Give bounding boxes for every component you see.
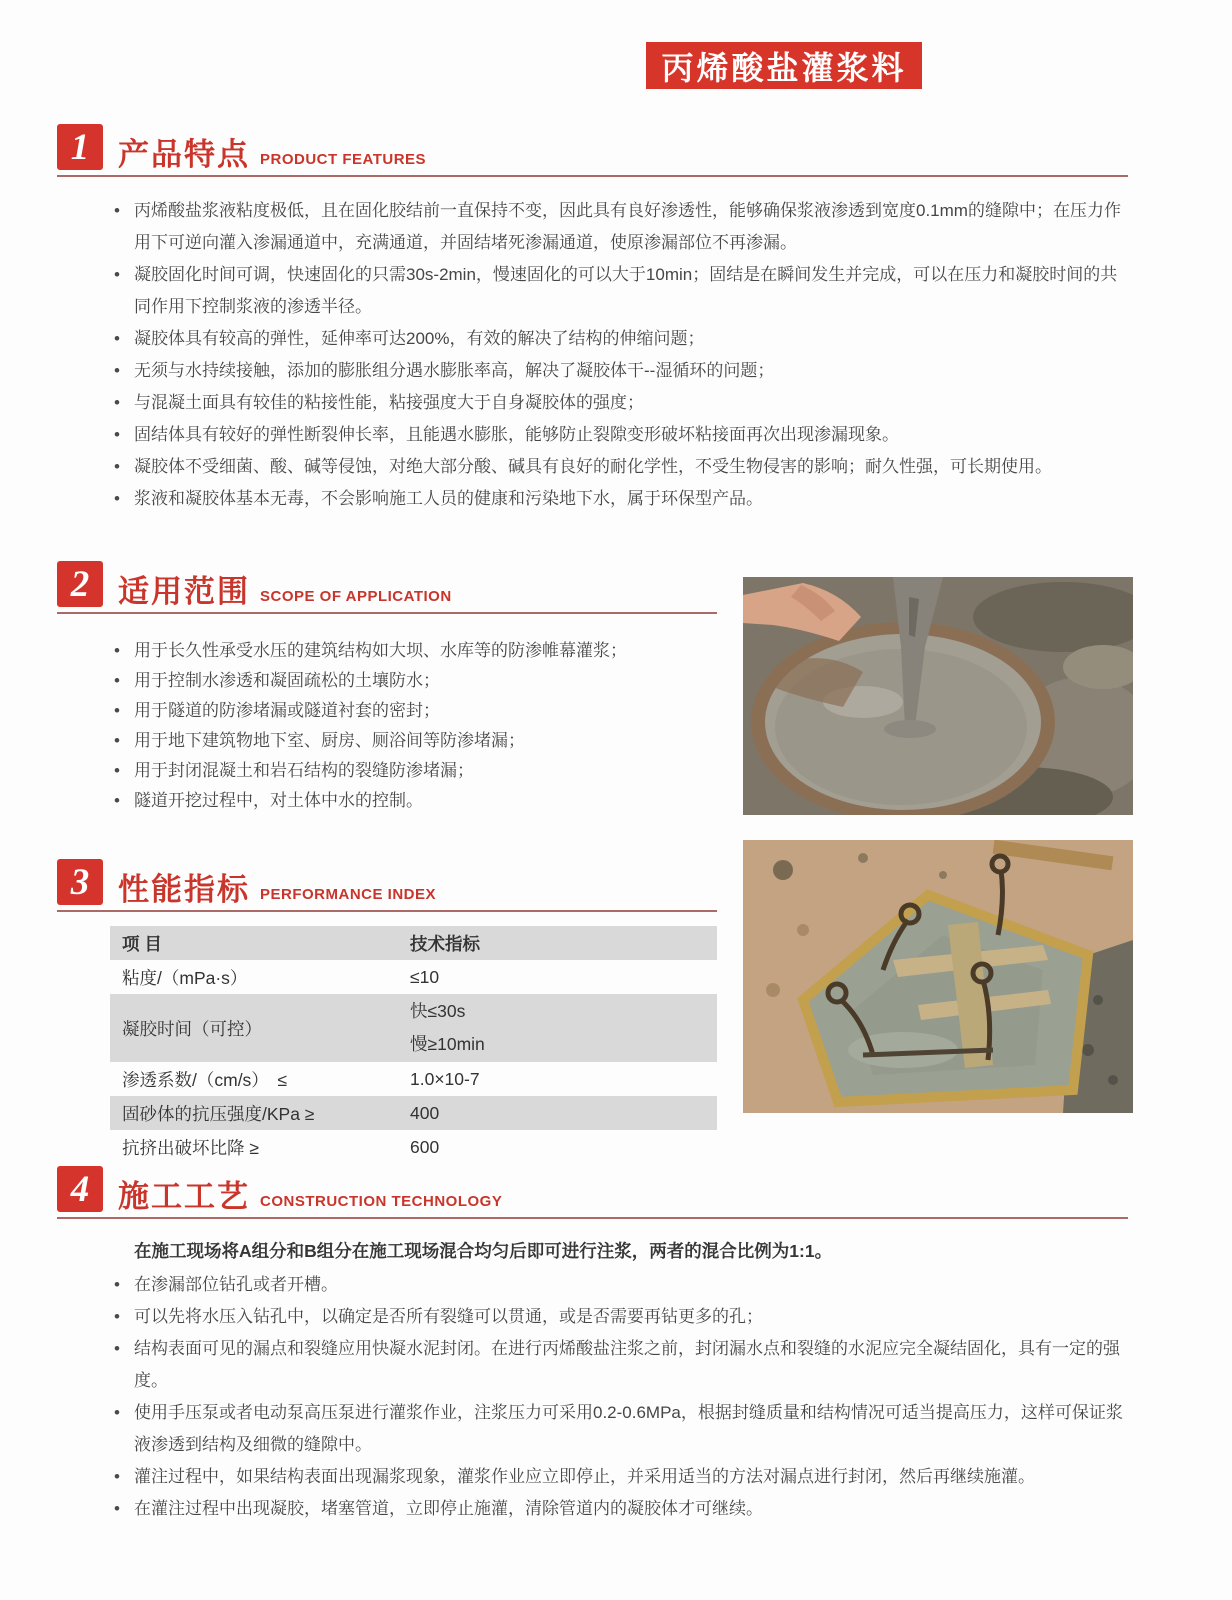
section-number-badge: 3 [57, 859, 103, 905]
table-row [110, 960, 717, 994]
table-row [110, 994, 717, 1062]
table-header-row [110, 926, 717, 960]
section-title: 施工工艺 [118, 1179, 250, 1214]
section-title: 性能指标 [118, 872, 250, 907]
spec-name: 固砂体的抗压强度/KPa ≥ [122, 1103, 315, 1124]
spec-value-line: 慢≥10min [410, 1034, 485, 1054]
application-list [110, 636, 717, 816]
section-construction-technology [57, 1166, 1128, 1525]
list-item: • 可以先将水压入钻孔中，以确定是否所有裂缝可以贯通，或是否需要再钻更多的孔； [110, 1301, 1128, 1333]
spec-value: ≤10 [410, 966, 440, 987]
section-title: 适用范围 [118, 574, 250, 609]
column-header-item: 项 目 [122, 933, 162, 954]
section-header [57, 859, 717, 912]
section-number-badge: 4 [57, 1166, 103, 1212]
section-number-badge: 2 [57, 561, 103, 607]
spec-value-line: 快≤30s [410, 1001, 466, 1021]
spec-value: 1.0×10-7 [410, 1068, 480, 1089]
formwork-grouting-photo [743, 840, 1133, 1113]
list-item: • 使用手压泵或者电动泵高压泵进行灌浆作业，注浆压力可采用0.2-0.6MPa，根据封缝质量和结构情况可适当提高压力，这样可保证浆液渗透到结构及细微的缝隙中。 [110, 1397, 1128, 1461]
section-subtitle: PRODUCT FEATURES [260, 151, 427, 168]
slurry-mixing-photo [743, 577, 1133, 815]
section-header [57, 124, 1128, 177]
mixing-instruction: 在施工现场将A组分和B组分在施工现场混合均匀后即可进行注浆，两者的混合比例为1:1。 [134, 1241, 833, 1261]
product-title-banner [646, 42, 922, 89]
spec-value: 600 [410, 1136, 440, 1157]
section-header [57, 1166, 1128, 1219]
spec-value [410, 995, 717, 1061]
section-scope-of-application [57, 561, 717, 816]
table-row [110, 1062, 717, 1096]
table-row [110, 1130, 717, 1164]
list-item: • 凝胶体不受细菌、酸、碱等侵蚀，对绝大部分酸、碱具有良好的耐化学性，不受生物侵害的影响；耐久性强，可长期使用。 [110, 451, 1128, 483]
list-item: • 浆液和凝胶体基本无毒，不会影响施工人员的健康和污染地下水，属于环保型产品。 [110, 483, 1128, 515]
list-item: • 隧道开挖过程中，对土体中水的控制。 [110, 786, 717, 816]
list-item: • 用于地下建筑物地下室、厨房、厕浴间等防渗堵漏； [110, 726, 717, 756]
list-item: • 无须与水持续接触，添加的膨胀组分遇水膨胀率高，解决了凝胶体干--湿循环的问题； [110, 355, 1128, 387]
list-item: • 丙烯酸盐浆液粘度极低，且在固化胶结前一直保持不变，因此具有良好渗透性，能够确保浆液渗透到宽度0.1mm的缝隙中；在压力作用下可逆向灌入渗漏通道中，充满通道，并固结堵死渗漏通道，使原渗漏部位不再渗漏。 [110, 195, 1128, 259]
list-item: • 用于长久性承受水压的建筑结构如大坝、水库等的防渗帷幕灌浆； [110, 636, 717, 666]
list-item: • 凝胶固化时间可调，快速固化的只需30s-2min，慢速固化的可以大于10min；固结是在瞬间发生并完成，可以在压力和凝胶时间的共同作用下控制浆液的渗透半径。 [110, 259, 1128, 323]
list-item: • 结构表面可见的漏点和裂缝应用快凝水泥封闭。在进行丙烯酸盐注浆之前，封闭漏水点和裂缝的水泥应完全凝结固化，具有一定的强度。 [110, 1333, 1128, 1397]
section-subtitle: PERFORMANCE INDEX [260, 886, 437, 903]
section-subtitle: SCOPE OF APPLICATION [260, 588, 452, 605]
section-title: 产品特点 [118, 137, 250, 172]
list-item: • 灌注过程中，如果结构表面出现漏浆现象，灌浆作业应立即停止，并采用适当的方法对漏点进行封闭，然后再继续施灌。 [110, 1461, 1128, 1493]
spec-name: 渗透系数/（cm/s） ≤ [122, 1069, 288, 1090]
spec-name: 抗挤出破坏比降 ≥ [122, 1137, 259, 1158]
list-item: • 固结体具有较好的弹性断裂伸长率，且能遇水膨胀，能够防止裂隙变形破坏粘接面再次出现渗漏现象。 [110, 419, 1128, 451]
spec-value: 400 [410, 1102, 440, 1123]
list-item: • 与混凝土面具有较佳的粘接性能，粘接强度大于自身凝胶体的强度； [110, 387, 1128, 419]
construction-steps-list [110, 1269, 1128, 1525]
section-product-features [57, 124, 1128, 515]
list-item: • 用于封闭混凝土和岩石结构的裂缝防渗堵漏； [110, 756, 717, 786]
spec-name: 粘度/（mPa·s） [122, 967, 248, 988]
list-item: • 用于隧道的防渗堵漏或隧道衬套的密封； [110, 696, 717, 726]
list-item: • 用于控制水渗透和凝固疏松的土壤防水； [110, 666, 717, 696]
list-item: • 凝胶体具有较高的弹性，延伸率可达200%，有效的解决了结构的伸缩问题； [110, 323, 1128, 355]
table-row [110, 1096, 717, 1130]
section-subtitle: CONSTRUCTION TECHNOLOGY [260, 1193, 503, 1210]
section-header [57, 561, 717, 614]
section-performance-index [57, 859, 717, 1164]
performance-table [110, 926, 717, 1164]
column-header-spec: 技术指标 [410, 933, 480, 954]
list-item: • 在灌注过程中出现凝胶，堵塞管道，立即停止施灌，清除管道内的凝胶体才可继续。 [110, 1493, 1128, 1525]
spec-name: 凝胶时间（可控） [122, 1018, 262, 1039]
product-title: 丙烯酸盐灌浆料 [661, 49, 907, 86]
feature-list [110, 195, 1128, 515]
list-item: • 在渗漏部位钻孔或者开槽。 [110, 1269, 1128, 1301]
section-number-badge: 1 [57, 124, 103, 170]
